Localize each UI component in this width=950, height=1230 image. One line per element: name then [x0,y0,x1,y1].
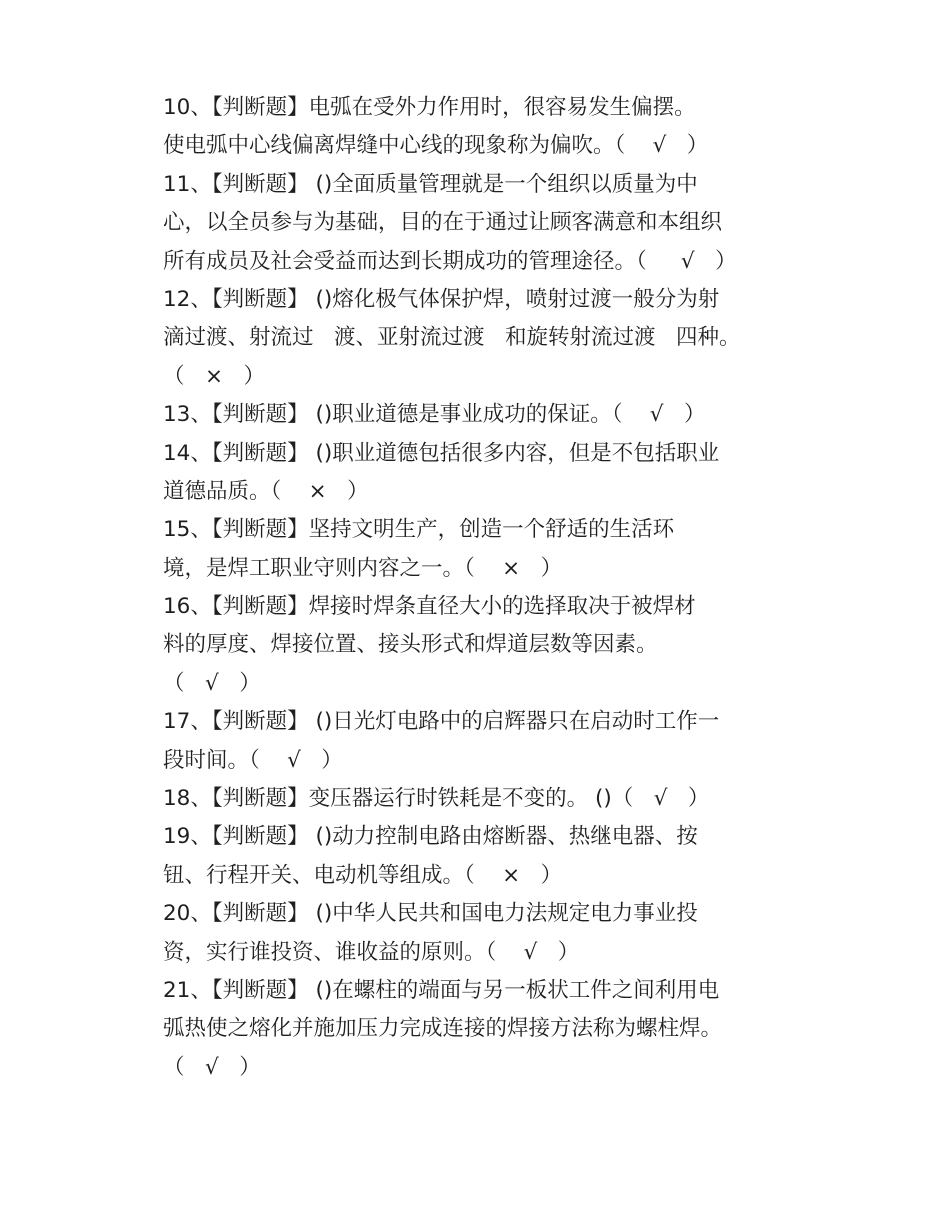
question-15-line-2: 境，是焊工职业守则内容之一。（ × ） [163,555,563,581]
question-20-line-1: 20、【判断题】 ()中华人民共和国电力法规定电力事业投 [163,901,698,927]
question-10-line-1: 10、【判断题】电弧在受外力作用时，很容易发生偏摆。 [163,95,696,120]
question-11-line-2: 心，以全员参与为基础，目的在于通过让顾客满意和本组织 [163,210,723,236]
question-11-line-1: 11、【判断题】 ()全面质量管理就是一个组织以质量为中 [163,171,698,197]
question-15-line-1: 15、【判断题】坚持文明生产，创造一个舒适的生活环 [163,517,675,543]
question-12-answer: （ × ） [163,363,266,389]
question-14-line-1: 14、【判断题】 ()职业道德包括很多内容，但是不包括职业 [163,440,720,466]
question-17-line-2: 段时间。（ √ ） [163,747,343,773]
question-list [163,89,783,1087]
question-21-line-1: 21、【判断题】 ()在螺柱的端面与另一板状工件之间利用电 [163,977,720,1003]
question-16-answer: （ √ ） [163,670,261,696]
question-19-line-2: 钮、行程开关、电动机等组成。（ × ） [163,862,563,888]
question-17-line-1: 17、【判断题】 ()日光灯电路中的启辉器只在启动时工作一 [163,709,720,735]
question-14-line-2: 道德品质。（ × ） [163,478,369,504]
question-10-line-2: 使电弧中心线偏离焊缝中心线的现象称为偏吹。（ √ ） [163,133,709,159]
question-12-line-2: 滴过渡、射流过 渡、亚射流过渡 和旋转射流过渡 四种。 [163,325,741,351]
question-12-line-1: 12、【判断题】 ()熔化极气体保护焊，喷射过渡一般分为射 [163,286,720,312]
question-21-line-2: 弧热使之熔化并施加压力完成连接的焊接方法称为螺柱焊。 [163,1016,723,1042]
question-13-line-1: 13、【判断题】 ()职业道德是事业成功的保证。（ √ ） [163,402,706,428]
question-20-line-2: 资，实行谁投资、谁收益的原则。（ √ ） [163,939,580,965]
question-19-line-1: 19、【判断题】 ()动力控制电路由熔断器、热继电器、按 [163,824,698,850]
question-18-line-1: 18、【判断题】变压器运行时铁耗是不变的。 ()（ √ ） [163,786,710,812]
question-16-line-2: 料的厚度、焊接位置、接头形式和焊道层数等因素。 [163,632,658,658]
question-21-answer: （ √ ） [163,1054,261,1080]
question-11-line-3: 所有成员及社会受益而达到长期成功的管理途径。（ √ ） [163,248,737,274]
question-16-line-1: 16、【判断题】焊接时焊条直径大小的选择取决于被焊材 [163,594,696,620]
